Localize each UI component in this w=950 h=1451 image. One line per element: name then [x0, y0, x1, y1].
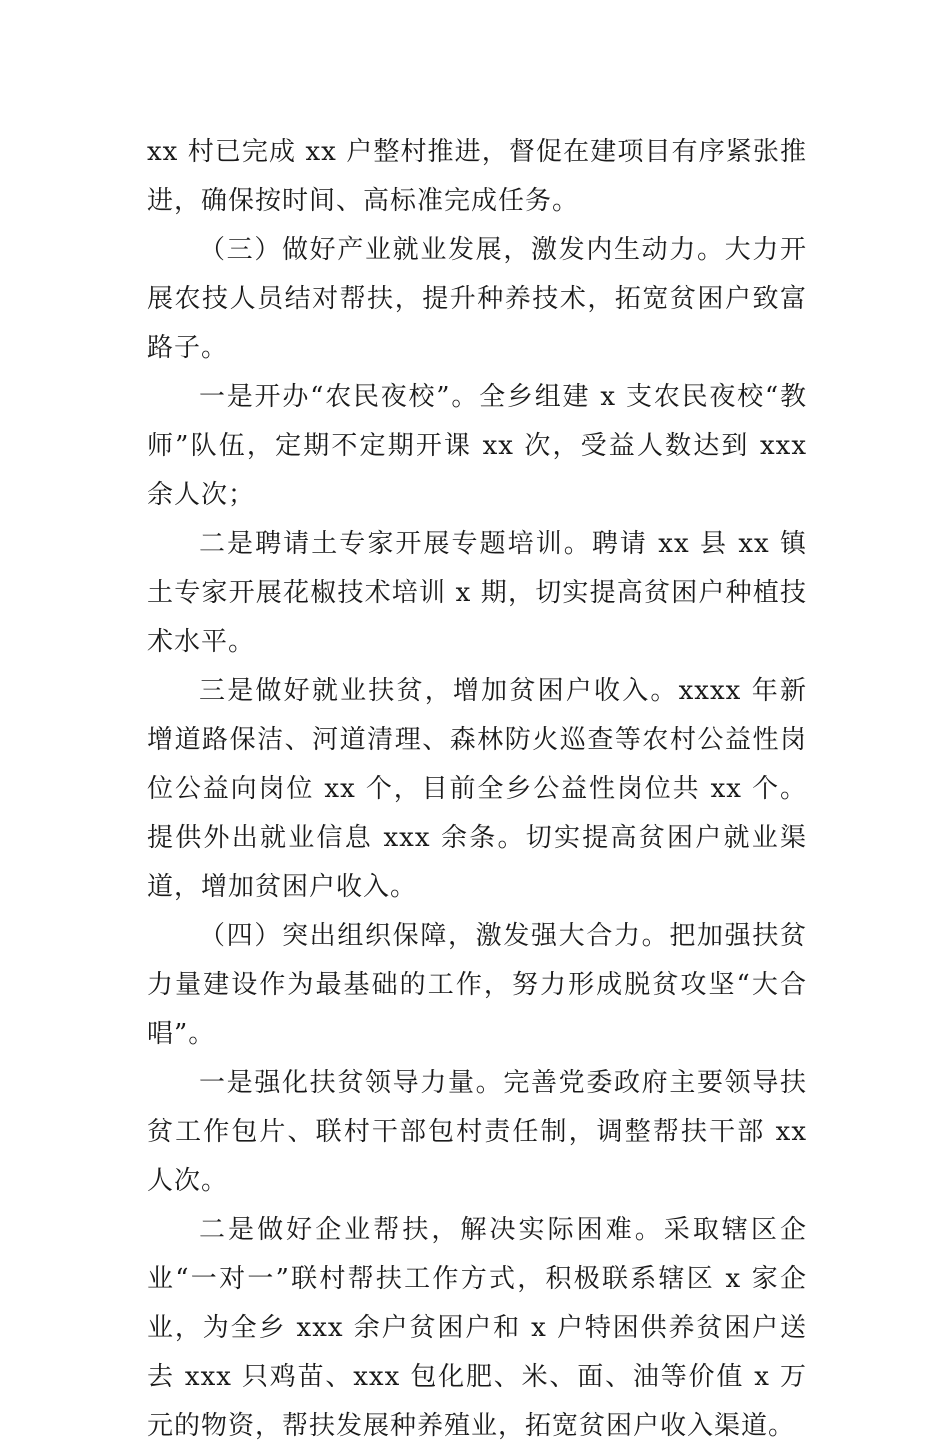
paragraph-7: 一是强化扶贫领导力量。完善党委政府主要领导扶贫工作包片、联村干部包村责任制，调整帮扶干部 xx 人次。 [147, 1068, 807, 1196]
paragraph-4: 二是聘请土专家开展专题培训。聘请 xx 县 xx 镇土专家开展花椒技术培训 x 期，切实提高贫困户种植技术水平。 [147, 529, 807, 657]
paragraph-1: xx 村已完成 xx 户整村推进，督促在建项目有序紧张推进，确保按时间、高标准完成任务。 [147, 137, 807, 216]
paragraph-2: （三）做好产业就业发展，激发内生动力。大力开展农技人员结对帮扶，提升种养技术，拓宽贫困户致富路子。 [147, 235, 807, 363]
paragraph-8: 二是做好企业帮扶，解决实际困难。采取辖区企业“一对一”联村帮扶工作方式，积极联系辖区 x 家企业，为全乡 xxx 余户贫困户和 x 户特困供养贫困户送去 xxx 只鸡苗、xxx 包化肥、米、面、油等价值 x 万元的物资，帮扶发展种养殖业，拓宽贫困户收入渠道。 [147, 1215, 807, 1441]
document-body [147, 128, 807, 1451]
paragraph-5: 三是做好就业扶贫，增加贫困户收入。xxxx 年新增道路保洁、河道清理、森林防火巡查等农村公益性岗位公益向岗位 xx 个，目前全乡公益性岗位共 xx 个。提供外出就业信息 xxx 余条。切实提高贫困户就业渠道，增加贫困户收入。 [147, 676, 807, 902]
paragraph-6: （四）突出组织保障，激发强大合力。把加强扶贫力量建设作为最基础的工作，努力形成脱贫攻坚“大合唱”。 [147, 921, 807, 1049]
paragraph-3: 一是开办“农民夜校”。全乡组建 x 支农民夜校“教师”队伍，定期不定期开课 xx 次，受益人数达到 xxx 余人次； [147, 382, 807, 510]
